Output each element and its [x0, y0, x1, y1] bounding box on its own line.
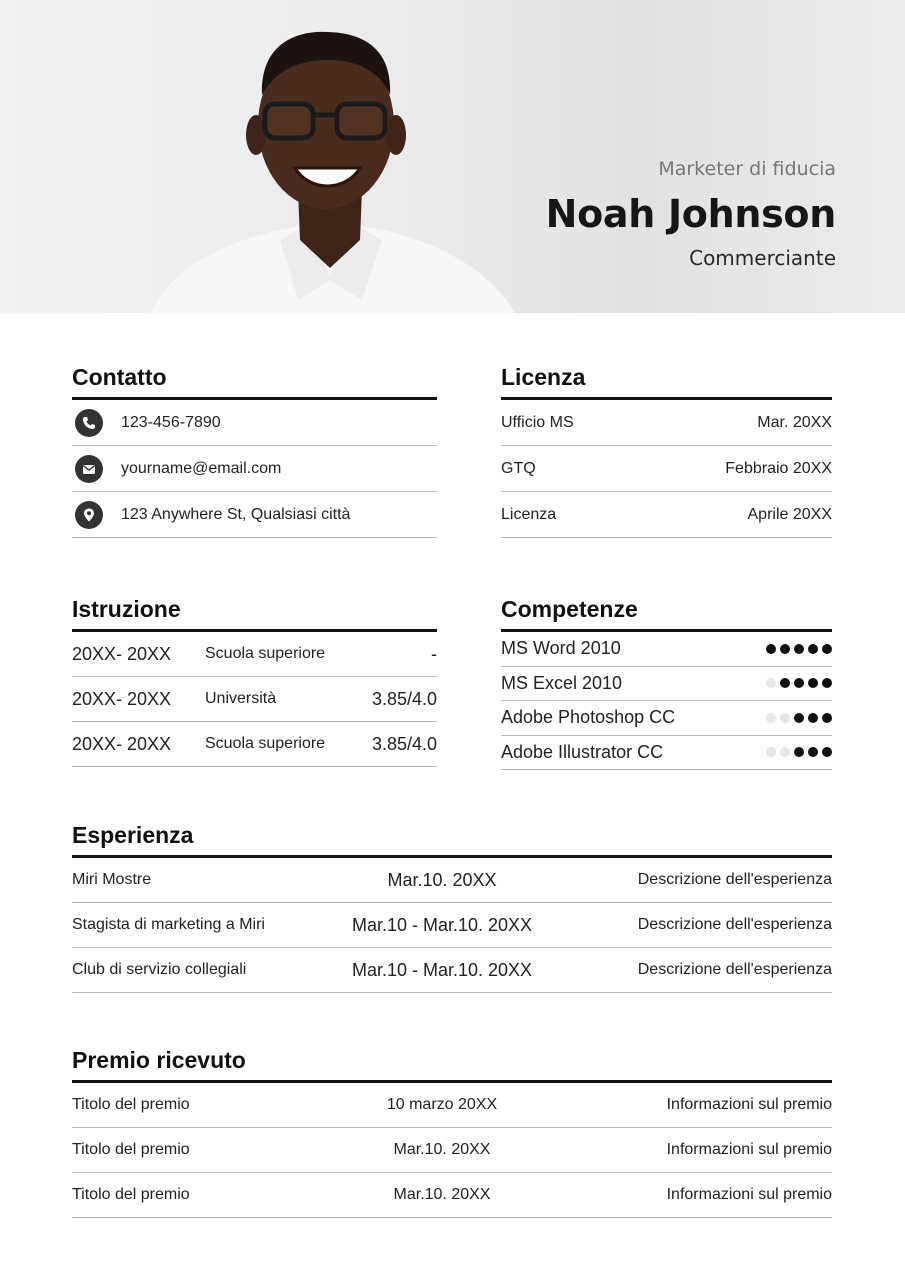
- contact-row-address: [72, 492, 437, 538]
- license-name: Licenza: [501, 505, 557, 523]
- award-date: Mar.10. 20XX: [393, 1186, 491, 1203]
- rating-dot-empty: [780, 747, 790, 757]
- experience-desc: Descrizione dell'esperienza: [637, 961, 832, 978]
- rating-dot-filled: [822, 747, 832, 757]
- rating-dot-filled: [808, 747, 818, 757]
- skill-name: MS Word 2010: [501, 638, 621, 659]
- education-years: 20XX- 20XX: [72, 688, 172, 709]
- skills-title: Competenze: [501, 596, 832, 632]
- education-row: [72, 722, 437, 767]
- award-row: [72, 1128, 832, 1173]
- award-title: Titolo del premio: [72, 1096, 190, 1113]
- contact-title: Contatto: [72, 364, 437, 400]
- award-date: 10 marzo 20XX: [386, 1096, 498, 1113]
- license-name: GTQ: [501, 459, 536, 477]
- rating-dot-filled: [780, 644, 790, 654]
- rating-dot-filled: [794, 644, 804, 654]
- address-text: 123 Anywhere St, Qualsiasi città: [121, 505, 351, 523]
- award-info: Informazioni sul premio: [666, 1096, 832, 1113]
- skill-rating: [766, 678, 832, 688]
- experience-role: Miri Mostre: [72, 871, 152, 888]
- awards-title: Premio ricevuto: [72, 1047, 832, 1083]
- experience-role: Stagista di marketing a Miri: [72, 916, 265, 933]
- rating-dot-filled: [794, 678, 804, 688]
- rating-dot-filled: [808, 713, 818, 723]
- experience-role: Club di servizio collegiali: [72, 961, 247, 978]
- rating-dot-empty: [766, 747, 776, 757]
- tagline: Marketer di fiducia: [658, 158, 836, 180]
- award-info: Informazioni sul premio: [666, 1186, 832, 1203]
- award-row: [72, 1083, 832, 1128]
- experience-date: Mar.10. 20XX: [387, 869, 497, 890]
- skill-rating: [766, 644, 832, 654]
- rating-dot-filled: [766, 644, 776, 654]
- license-date: Aprile 20XX: [747, 505, 832, 523]
- person-name: Noah Johnson: [545, 192, 836, 236]
- skill-rating: [766, 713, 832, 723]
- email-text[interactable]: yourname@email.com: [121, 459, 282, 477]
- contact-section: [72, 364, 437, 538]
- education-score: 3.85/4.0: [371, 733, 437, 754]
- education-score: 3.85/4.0: [371, 688, 437, 709]
- rating-dot-filled: [780, 678, 790, 688]
- license-row: [501, 400, 832, 446]
- education-row: [72, 677, 437, 722]
- phone-icon: [75, 409, 103, 437]
- phone-text[interactable]: 123-456-7890: [121, 413, 221, 431]
- education-years: 20XX- 20XX: [72, 643, 172, 664]
- rating-dot-filled: [794, 713, 804, 723]
- experience-row: [72, 858, 832, 903]
- skill-name: Adobe Illustrator CC: [501, 741, 664, 762]
- education-years: 20XX- 20XX: [72, 733, 172, 754]
- license-row: [501, 446, 832, 492]
- experience-row: [72, 903, 832, 948]
- skill-row: [501, 701, 832, 736]
- experience-date: Mar.10 - Mar.10. 20XX: [351, 914, 533, 935]
- skill-rating: [766, 747, 832, 757]
- rating-dot-filled: [808, 644, 818, 654]
- skill-row: [501, 667, 832, 702]
- profile-header: [0, 0, 905, 313]
- location-pin-icon: [75, 501, 103, 529]
- person-role: Commerciante: [689, 246, 836, 270]
- profile-photo: [130, 0, 530, 313]
- license-section: [501, 364, 832, 538]
- rating-dot-empty: [766, 678, 776, 688]
- contact-row-email: [72, 446, 437, 492]
- experience-title: Esperienza: [72, 822, 832, 858]
- skill-row: [501, 736, 832, 771]
- rating-dot-filled: [822, 678, 832, 688]
- awards-section: [72, 1047, 832, 1218]
- license-date: Febbraio 20XX: [725, 459, 832, 477]
- experience-section: [72, 822, 832, 993]
- rating-dot-filled: [822, 644, 832, 654]
- rating-dot-filled: [808, 678, 818, 688]
- experience-row: [72, 948, 832, 993]
- education-school: Scuola superiore: [205, 645, 326, 662]
- skills-section: [501, 596, 832, 770]
- education-row: [72, 632, 437, 677]
- award-row: [72, 1173, 832, 1218]
- experience-desc: Descrizione dell'esperienza: [637, 916, 832, 933]
- rating-dot-empty: [780, 713, 790, 723]
- contact-row-phone: [72, 400, 437, 446]
- experience-date: Mar.10 - Mar.10. 20XX: [351, 959, 533, 980]
- award-date: Mar.10. 20XX: [393, 1141, 491, 1158]
- education-score: -: [431, 643, 437, 664]
- education-section: [72, 596, 437, 767]
- rating-dot-filled: [822, 713, 832, 723]
- education-title: Istruzione: [72, 596, 437, 632]
- education-school: Università: [205, 690, 277, 707]
- award-title: Titolo del premio: [72, 1141, 190, 1158]
- award-info: Informazioni sul premio: [666, 1141, 832, 1158]
- education-school: Scuola superiore: [205, 735, 326, 752]
- header-text: [546, 158, 836, 270]
- rating-dot-filled: [794, 747, 804, 757]
- skill-name: Adobe Photoshop CC: [501, 707, 676, 728]
- license-row: [501, 492, 832, 538]
- skill-name: MS Excel 2010: [501, 672, 623, 693]
- award-title: Titolo del premio: [72, 1186, 190, 1203]
- rating-dot-empty: [766, 713, 776, 723]
- skill-row: [501, 632, 832, 667]
- experience-desc: Descrizione dell'esperienza: [637, 871, 832, 888]
- license-date: Mar. 20XX: [757, 413, 832, 431]
- mail-icon: [75, 455, 103, 483]
- license-name: Ufficio MS: [501, 413, 574, 431]
- license-title: Licenza: [501, 364, 832, 400]
